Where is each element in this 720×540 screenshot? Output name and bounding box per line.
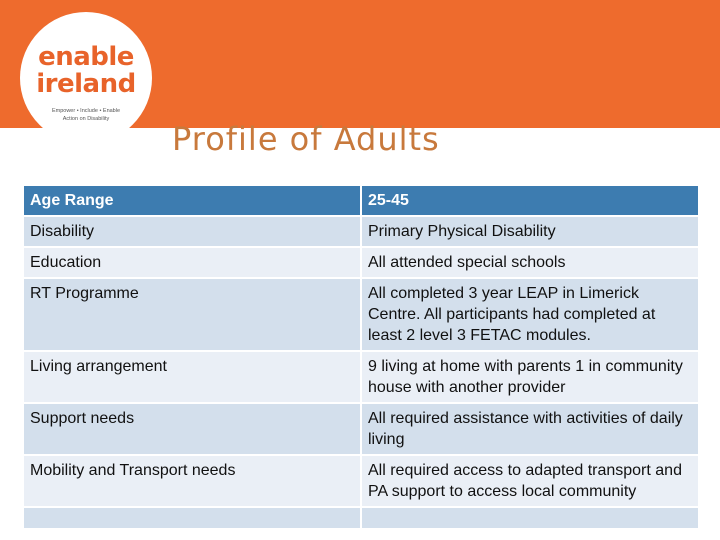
table-row <box>23 278 699 351</box>
profile-table <box>22 184 700 530</box>
logo-text-enable: enable <box>38 42 134 72</box>
slide-title: Profile of Adults <box>172 120 440 158</box>
row-label: RT Programme <box>23 278 361 351</box>
row-label: Disability <box>23 216 361 247</box>
header-cell-label: Age Range <box>23 185 361 216</box>
row-value: 9 living at home with parents 1 in community house with another provider <box>361 351 699 403</box>
table-row <box>23 455 699 507</box>
row-label: Education <box>23 247 361 278</box>
row-value: All required access to adapted transport and PA support to access local community <box>361 455 699 507</box>
empty-cell <box>361 507 699 529</box>
logo-tagline: Empower • Include • Enable <box>51 108 121 114</box>
row-value: All attended special schools <box>361 247 699 278</box>
enable-ireland-logo <box>22 14 150 142</box>
table-row <box>23 247 699 278</box>
header-cell-value: 25-45 <box>361 185 699 216</box>
row-value: All completed 3 year LEAP in Limerick Centre. All participants had completed at least 2 level 3 FETAC modules. <box>361 278 699 351</box>
table-row <box>23 403 699 455</box>
row-label: Mobility and Transport needs <box>23 455 361 507</box>
empty-cell <box>23 507 361 529</box>
table-row-empty <box>23 507 699 529</box>
table-row <box>23 351 699 403</box>
table-row <box>23 216 699 247</box>
row-value: Primary Physical Disability <box>361 216 699 247</box>
row-label: Support needs <box>23 403 361 455</box>
logo-text-ireland: ireland <box>36 69 136 99</box>
logo-tagline-sub: Action on Disability <box>62 116 110 122</box>
row-label: Living arrangement <box>23 351 361 403</box>
row-value: All required assistance with activities of daily living <box>361 403 699 455</box>
table-header-row <box>23 185 699 216</box>
